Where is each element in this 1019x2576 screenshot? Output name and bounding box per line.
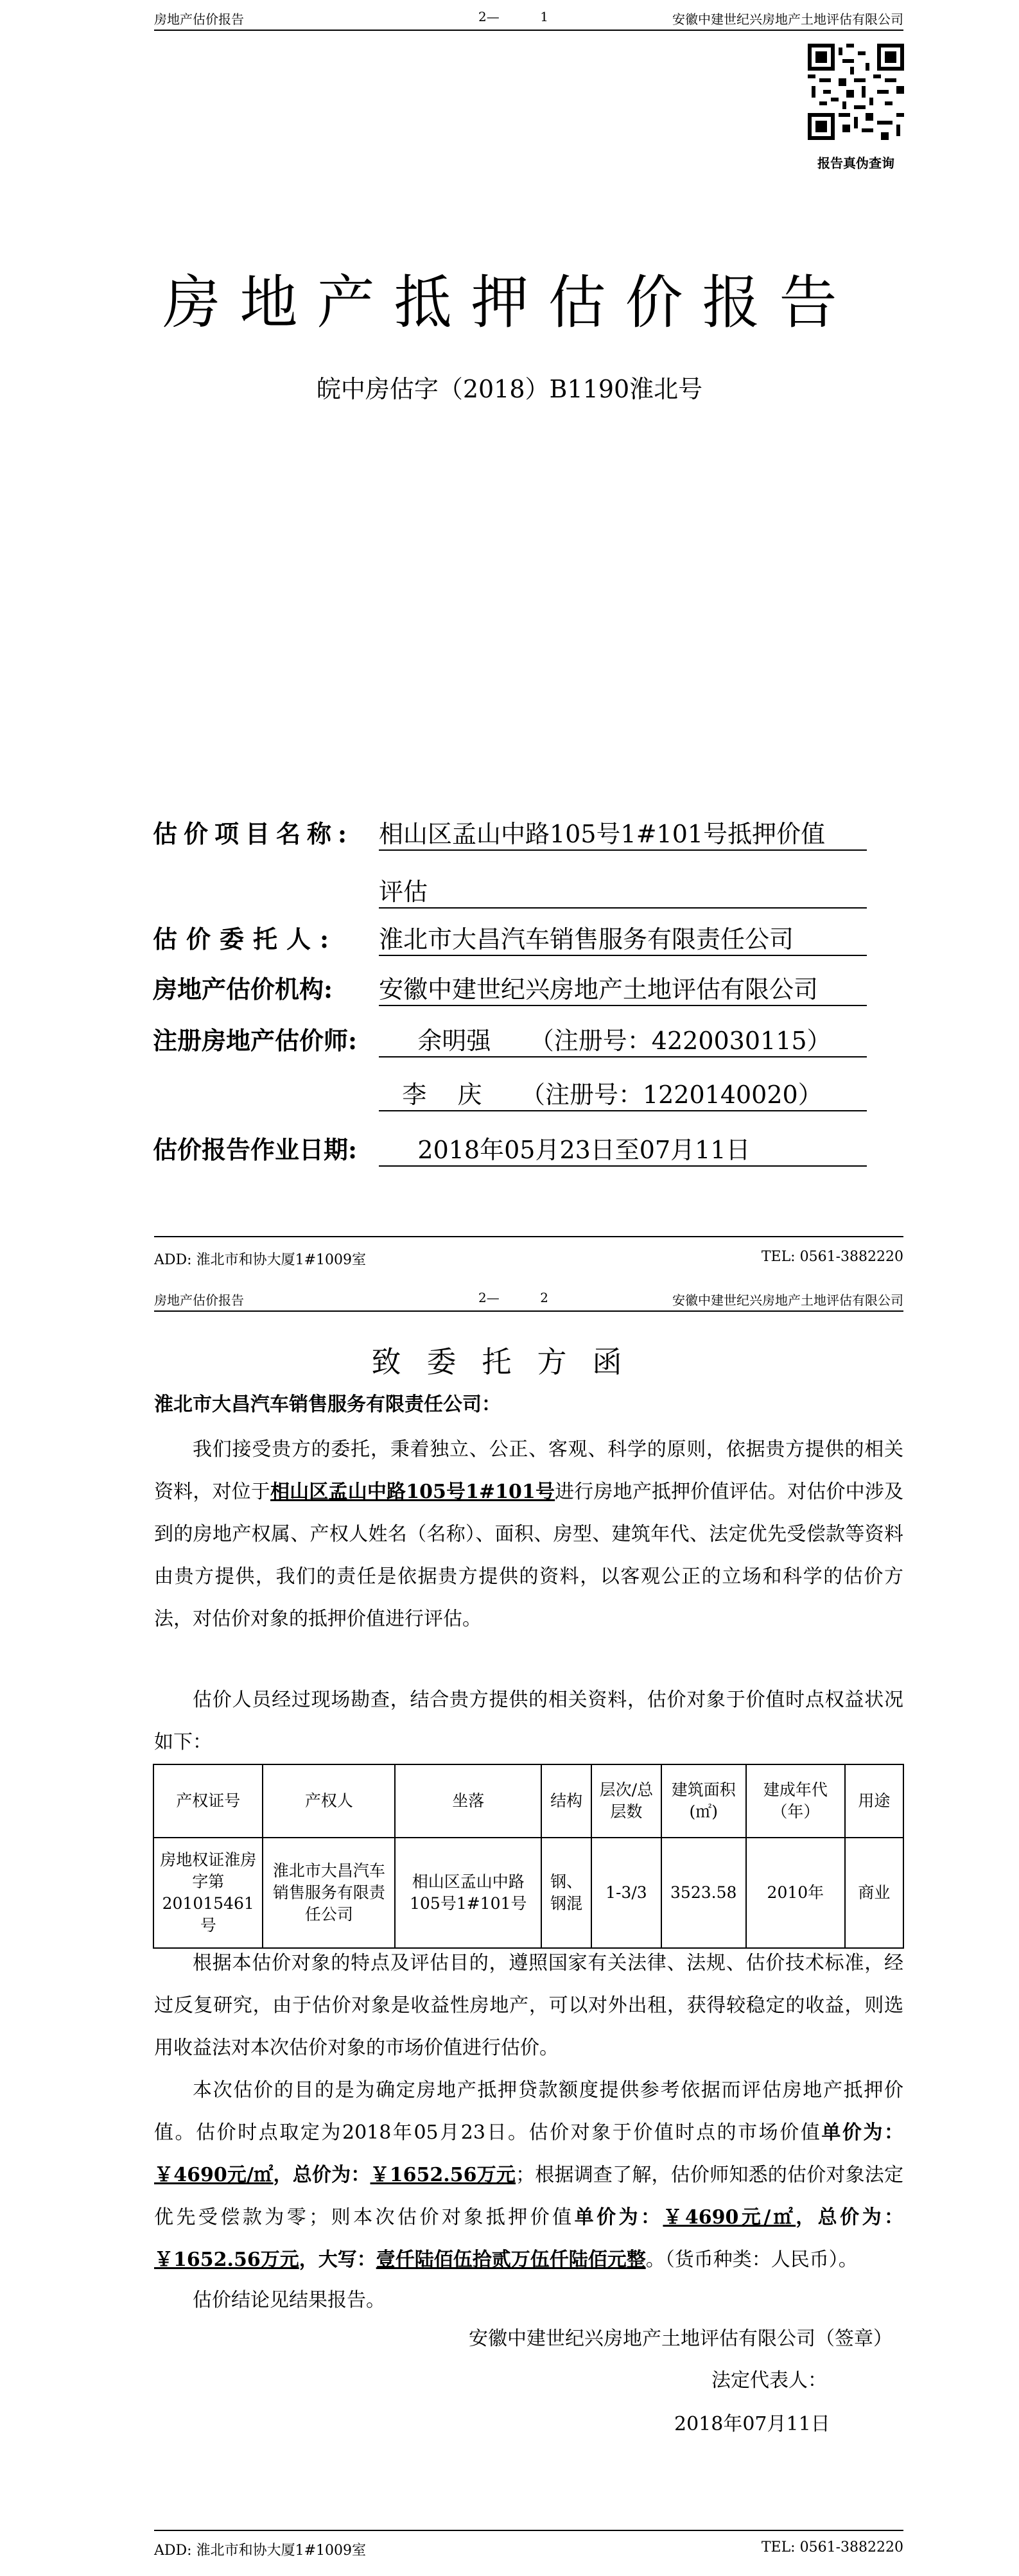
table-row xyxy=(153,1838,903,1948)
p4-unit-label-2: 单价为： xyxy=(574,2206,663,2229)
p4-text-c: 。（货币种类：人民币）。 xyxy=(645,2249,858,2271)
p4-unit-label: 单价为： xyxy=(821,2121,903,2144)
col-header: 用途 xyxy=(845,1764,903,1838)
agency-value: 安徽中建世纪兴房地产土地评估有限公司 xyxy=(379,970,867,1006)
p1-text-c: 进行房地产抵押价值评估。对估价中涉及到的房地产权属、产权人姓名（名称）、面积、房型、建筑年代、法定优先受偿款等资料由贵方提供，我们的责任是依据贵方提供的资料，以客观公正的立场和科学的估价方法，对估价对象的抵押价值进行评估。 xyxy=(154,1481,904,1630)
col-header: 建筑面积(㎡) xyxy=(661,1764,746,1838)
table-cell: 3523.58 xyxy=(661,1838,746,1948)
footer-divider xyxy=(154,2530,903,2531)
col-header: 产权人 xyxy=(263,1764,395,1838)
table-cell: 淮北市大昌汽车销售服务有限责任公司 xyxy=(263,1838,395,1948)
p1-text-a: 我们接受贵方的委托，秉着独立、公正、客观、科学的原则，依据贵方提供的相关资料，对位于 xyxy=(154,1438,903,1503)
appraiser-2-value: 李 庆 （注册号：1220140020） xyxy=(379,1075,867,1111)
property-table xyxy=(153,1764,904,1949)
p4-total-value-2: ￥1652.56万元 xyxy=(154,2249,299,2271)
p4-unit-value-2: ￥4690元/㎡ xyxy=(663,2206,796,2229)
work-date-row xyxy=(153,1130,751,1165)
paragraph-5: 估价结论见结果报告。 xyxy=(193,2289,385,2311)
footer-tel: TEL: 0561-3882220 xyxy=(761,2539,903,2555)
footer-address: ADD: 淮北市和协大厦1#1009室 xyxy=(154,2543,366,2559)
header-company: 安徽中建世纪兴房地产土地评估有限公司 xyxy=(672,1292,903,1308)
p4-total-value: ￥1652.56万元 xyxy=(370,2164,516,2186)
signature-date: 2018年07月11日 xyxy=(674,2413,830,2435)
appraiser-row xyxy=(153,1021,832,1056)
p4-unit-value: ￥4690元/㎡ xyxy=(154,2164,274,2186)
page-header xyxy=(154,6,903,31)
report-title: 房地产抵押估价报告 xyxy=(162,269,857,336)
p4-total-label-2: ，总价为： xyxy=(796,2206,904,2229)
p4-upper-value: 壹仟陆佰伍拾贰万伍仟陆佰元整 xyxy=(376,2249,646,2271)
paragraph-1 xyxy=(154,1429,903,1640)
paragraph-3: 根据本估价对象的特点及评估目的，遵照国家有关法律、法规、估价技术标准，经过反复研究，由于估价对象是收益性房地产，可以对外出租，获得较稳定的收益，则选用收益法对本次估价对象的市场价值进行估价。 xyxy=(154,1952,903,2059)
table-cell: 钢、钢混 xyxy=(541,1838,591,1948)
p4-upper-label: ，大写： xyxy=(299,2249,376,2271)
project-name-row xyxy=(153,814,826,849)
col-header: 结构 xyxy=(541,1764,591,1838)
page-header xyxy=(154,1287,903,1312)
p4-text-b: ；根据调查了解，估价师知悉的估价对象法定优先受偿款为零；则本次估价对象抵押价值 xyxy=(154,2164,904,2229)
signature-company: 安徽中建世纪兴房地产土地评估有限公司（签章） xyxy=(469,2328,893,2350)
cover-page xyxy=(0,0,1019,1287)
letter-page xyxy=(0,1287,1019,2576)
table-cell: 房地权证淮房字第201015461号 xyxy=(153,1838,263,1948)
appraiser-label: 注册房地产估价师: xyxy=(153,1026,358,1055)
letter-addressee: 淮北市大昌汽车销售服务有限责任公司： xyxy=(154,1393,501,1416)
header-left: 房地产估价报告 xyxy=(154,12,244,27)
header-company: 安徽中建世纪兴房地产土地评估有限公司 xyxy=(672,12,903,27)
footer-divider xyxy=(154,1236,903,1237)
p1-property-address: 相山区孟山中路105号1#101号 xyxy=(270,1481,555,1503)
table-cell: 商业 xyxy=(845,1838,903,1948)
footer-address: ADD: 淮北市和协大厦1#1009室 xyxy=(154,1252,366,1268)
p4-text-a: 本次估价的目的是为确定房地产抵押贷款额度提供参考依据而评估房地产抵押价值。估价时点取定为2018年05月23日。估价对象于价值时点的市场价值 xyxy=(154,2079,903,2144)
header-left: 房地产估价报告 xyxy=(154,1292,244,1308)
paragraph-4 xyxy=(154,2069,903,2281)
agency-row xyxy=(153,970,819,1005)
project-name-value: 相山区孟山中路105号1#101号抵押价值 xyxy=(379,814,867,851)
client-value: 淮北市大昌汽车销售服务有限责任公司 xyxy=(379,919,867,956)
project-name-label: 估价项目名称: xyxy=(153,819,354,848)
work-date-value: 2018年05月23日至07月11日 xyxy=(379,1130,867,1167)
table-cell: 相山区孟山中路105号1#101号 xyxy=(395,1838,541,1948)
table-cell: 2010年 xyxy=(746,1838,845,1948)
footer-tel: TEL: 0561-3882220 xyxy=(761,1249,903,1265)
header-page-number: 2— 2 xyxy=(478,1290,549,1305)
client-label: 估价委托人: xyxy=(153,925,338,953)
paragraph-2: 估价人员经过现场勘查，结合贵方提供的相关资料，估价对象于价值时点权益状况如下： xyxy=(154,1689,903,1754)
project-name-value-cont: 评估 xyxy=(379,872,867,909)
qr-label: 报告真伪查询 xyxy=(817,155,894,171)
qr-code-icon xyxy=(808,44,904,140)
work-date-label: 估价报告作业日期: xyxy=(153,1135,358,1164)
appraiser-1-value: 余明强 （注册号：4220030115） xyxy=(379,1021,867,1057)
p4-total-label: ，总价为： xyxy=(273,2164,370,2186)
signature-representative: 法定代表人： xyxy=(711,2369,827,2392)
table-cell: 1-3/3 xyxy=(591,1838,661,1948)
table-header-row xyxy=(153,1764,903,1838)
col-header: 层次/总层数 xyxy=(591,1764,661,1838)
col-header: 产权证号 xyxy=(153,1764,263,1838)
agency-label: 房地产估价机构: xyxy=(153,975,333,1004)
header-page-number: 2— 1 xyxy=(478,9,549,24)
col-header: 建成年代（年） xyxy=(746,1764,845,1838)
report-ref-number: 皖中房估字（2018）B1190淮北号 xyxy=(316,375,703,403)
col-header: 坐落 xyxy=(395,1764,541,1838)
letter-title: 致委托方函 xyxy=(371,1345,648,1379)
client-row xyxy=(153,919,794,955)
